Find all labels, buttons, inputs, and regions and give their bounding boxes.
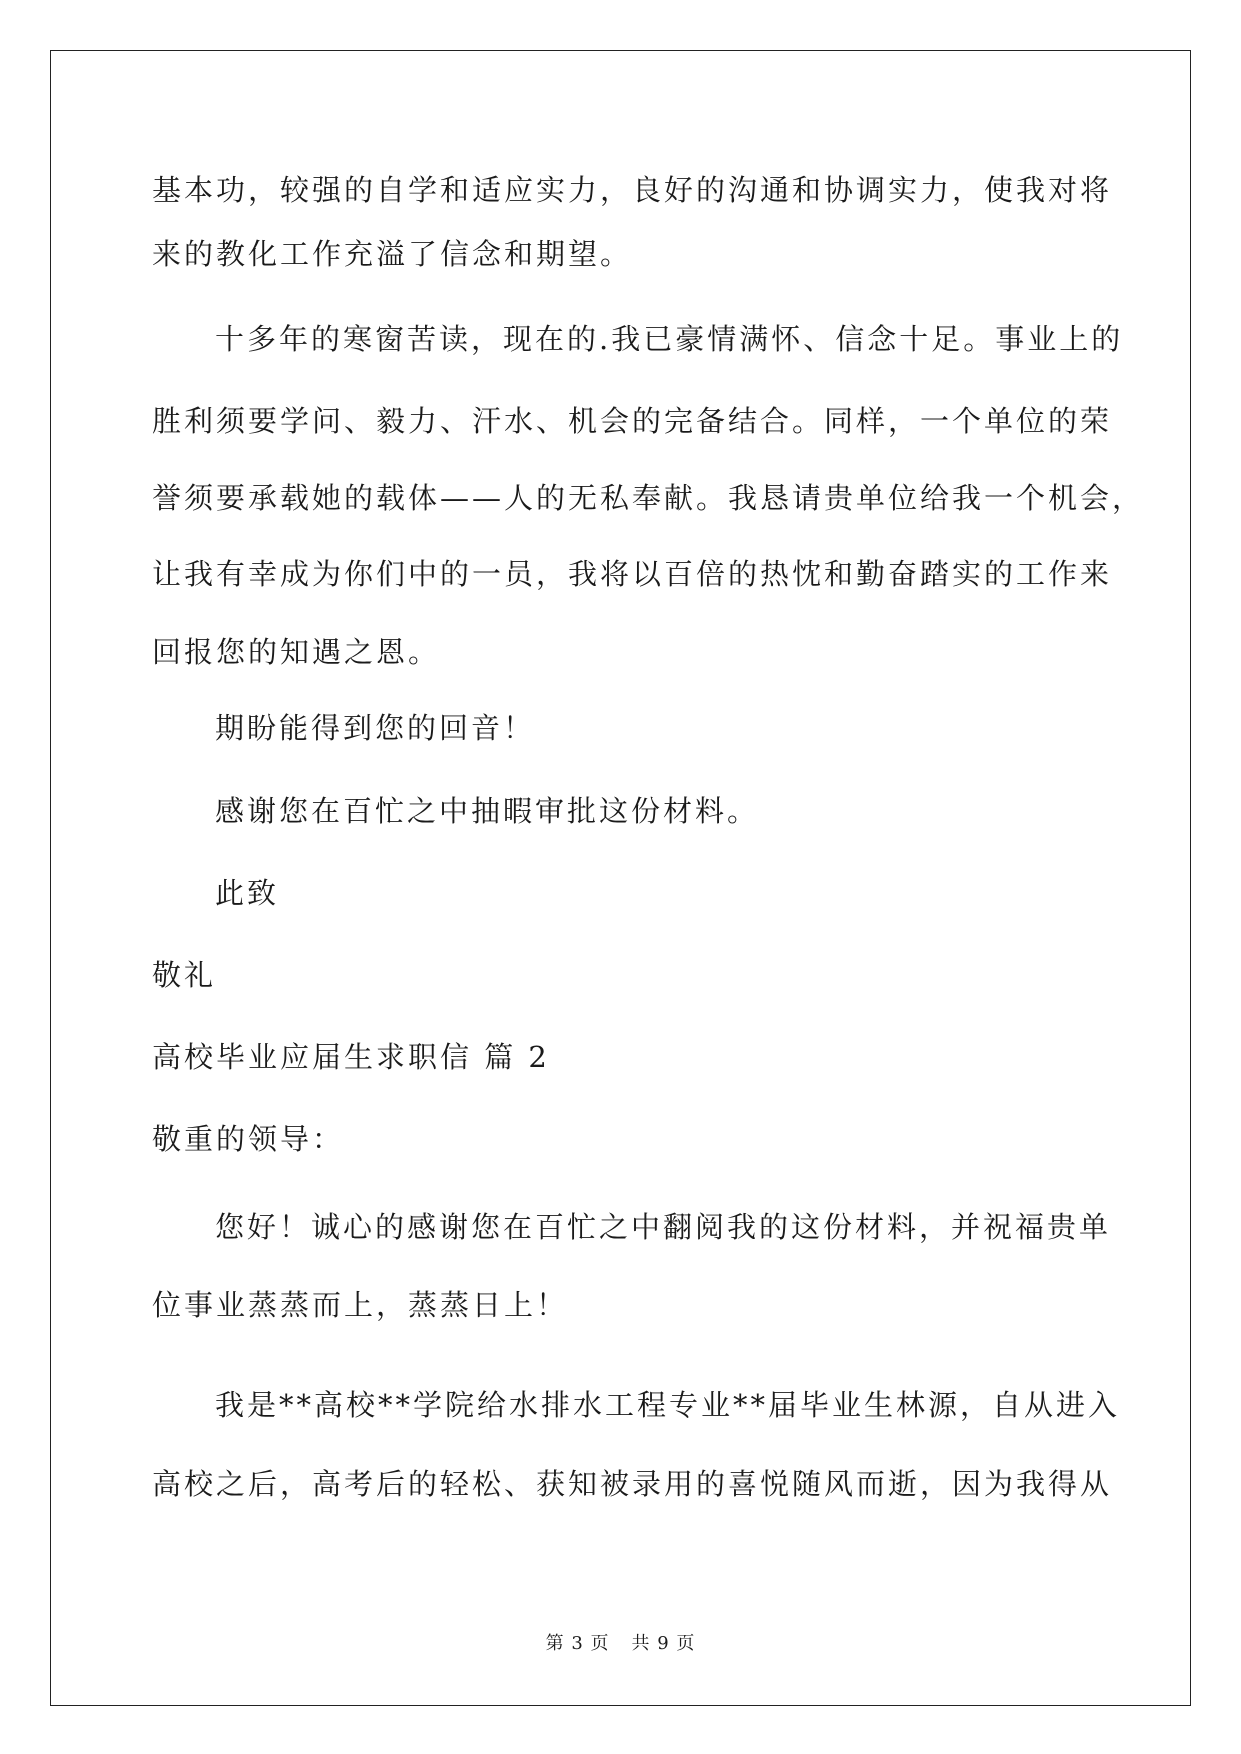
page-footer bbox=[0, 1629, 1241, 1655]
text-line: 来的教化工作充溢了信念和期望。 bbox=[152, 237, 633, 271]
text-line: 让我有幸成为你们中的一员，我将以百倍的热忱和勤奋踏实的工作来 bbox=[152, 557, 1113, 591]
text-line: 回报您的知遇之恩。 bbox=[152, 635, 441, 669]
text-line: 感谢您在百忙之中抽暇审批这份材料。 bbox=[215, 794, 760, 828]
text-line: 誉须要承载她的载体——人的无私奉献。我恳请贵单位给我一个机会， bbox=[152, 481, 1145, 515]
text-line: 十多年的寒窗苦读，现在的.我已豪情满怀、信念十足。事业上的 bbox=[215, 322, 1124, 356]
salutation: 敬重的领导： bbox=[152, 1122, 345, 1156]
text-line: 期盼能得到您的回音！ bbox=[215, 711, 536, 745]
text-line: 位事业蒸蒸而上，蒸蒸日上！ bbox=[152, 1288, 569, 1322]
page-number: 第 3 页 bbox=[545, 1633, 610, 1654]
text-line: 胜利须要学问、毅力、汗水、机会的完备结合。同样，一个单位的荣 bbox=[152, 404, 1113, 438]
text-line: 我是**高校**学院给水排水工程专业**届毕业生林源，自从进入 bbox=[215, 1388, 1121, 1422]
page-total: 共 9 页 bbox=[631, 1633, 696, 1654]
section-heading: 高校毕业应届生求职信 篇 2 bbox=[152, 1040, 550, 1074]
text-line: 此致 bbox=[215, 876, 280, 910]
text-line: 敬礼 bbox=[152, 958, 217, 992]
text-line: 高校之后，高考后的轻松、获知被录用的喜悦随风而逝，因为我得从 bbox=[152, 1467, 1113, 1501]
text-line: 基本功，较强的自学和适应实力，良好的沟通和协调实力，使我对将 bbox=[152, 173, 1113, 207]
text-line: 您好！诚心的感谢您在百忙之中翻阅我的这份材料，并祝福贵单 bbox=[215, 1210, 1112, 1244]
